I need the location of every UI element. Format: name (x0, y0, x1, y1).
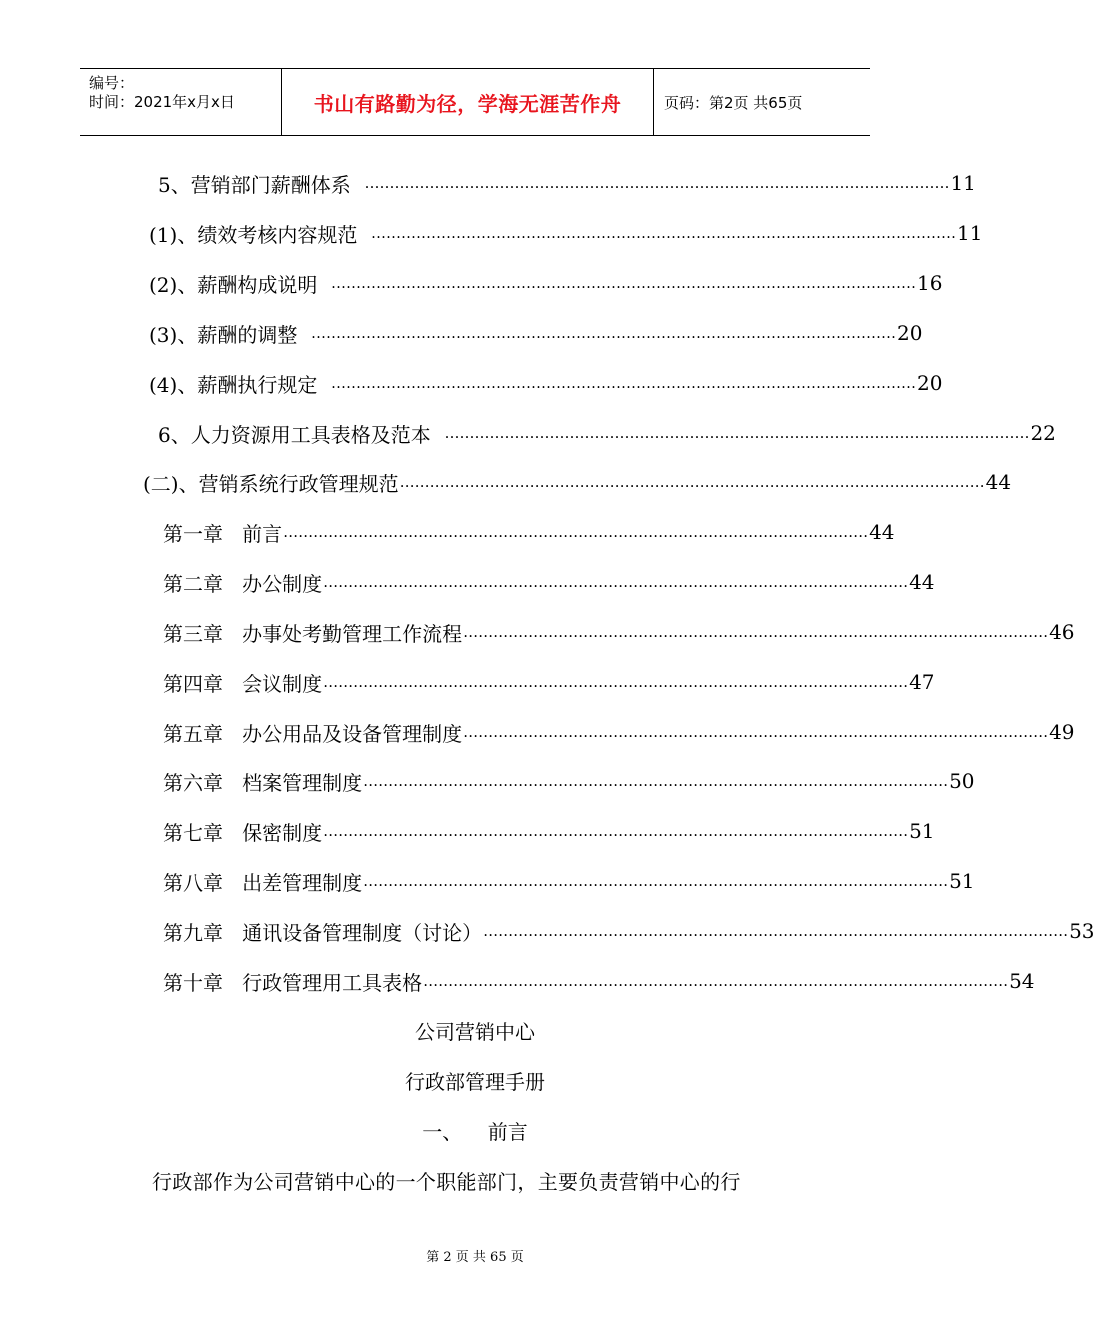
toc-leader-dots: ……………………………………………………………………………………………………… (444, 424, 1030, 442)
toc-entry[interactable] (163, 816, 935, 846)
toc-entry-page: 46 (1049, 620, 1075, 644)
toc-leader-dots: ……………………………………………………………………………………………………… (331, 274, 917, 292)
section-heading: 一、 前言 (422, 1120, 528, 1144)
toc-entry[interactable] (149, 268, 943, 298)
toc-entry[interactable] (163, 966, 1035, 996)
toc-entry-label: 第四章 会议制度 (163, 671, 323, 696)
toc-entry-label: (2)、薪酬构成说明 (149, 272, 331, 297)
toc-leader-dots: ……………………………………………………………………………………………………… (399, 473, 985, 491)
toc-leader-dots: ……………………………………………………………………………………………………… (323, 573, 909, 591)
toc-leader-dots: ……………………………………………………………………………………………………… (311, 324, 897, 342)
toc-leader-dots: ……………………………………………………………………………………………………… (463, 623, 1049, 641)
toc-entry[interactable] (149, 318, 923, 348)
toc-leader-dots: ……………………………………………………………………………………………………… (483, 922, 1069, 940)
toc-entry-page: 54 (1009, 969, 1035, 993)
toc-entry-label: 第八章 出差管理制度 (163, 870, 363, 895)
toc-entry-label: (3)、薪酬的调整 (149, 322, 311, 347)
document-date: 时间：2021年x月x日 (89, 93, 235, 111)
toc-entry-label: (4)、薪酬执行规定 (149, 372, 331, 397)
toc-entry[interactable] (143, 467, 1012, 497)
toc-leader-dots: ……………………………………………………………………………………………………… (463, 723, 1049, 741)
page-footer: 第 2 页 共 65 页 (426, 1250, 524, 1265)
toc-entry[interactable] (163, 617, 1075, 647)
toc-entry-page: 51 (909, 819, 935, 843)
toc-entry[interactable] (163, 766, 975, 796)
toc-entry[interactable] (163, 916, 1095, 946)
toc-entry-label: 6、人力资源用工具表格及范本 (158, 422, 444, 447)
header-page-info: 页码：第2页 共65页 (664, 93, 803, 112)
toc-entry[interactable] (158, 168, 976, 198)
toc-entry-page: 20 (917, 371, 943, 395)
toc-entry-page: 11 (950, 171, 976, 195)
toc-entry-label: 第七章 保密制度 (163, 820, 323, 845)
document-number-label: 编号： (89, 74, 135, 92)
toc-entry-page: 11 (957, 221, 983, 245)
toc-entry-page: 22 (1030, 421, 1056, 445)
organization-title: 公司营销中心 (415, 1020, 535, 1044)
toc-entry-label: 第九章 通讯设备管理制度（讨论） (163, 920, 483, 945)
toc-leader-dots: ……………………………………………………………………………………………………… (283, 523, 869, 541)
toc-entry[interactable] (149, 218, 983, 248)
toc-leader-dots: ……………………………………………………………………………………………………… (423, 972, 1009, 990)
toc-leader-dots: ……………………………………………………………………………………………………… (363, 872, 949, 890)
toc-entry-page: 53 (1069, 919, 1095, 943)
toc-entry-label: (1)、绩效考核内容规范 (149, 222, 371, 247)
toc-entry-label: 第六章 档案管理制度 (163, 770, 363, 795)
toc-entry[interactable] (149, 368, 943, 398)
toc-leader-dots: ……………………………………………………………………………………………………… (323, 673, 909, 691)
toc-entry[interactable] (163, 866, 975, 896)
toc-entry[interactable] (163, 517, 895, 547)
toc-entry-page: 44 (869, 520, 895, 544)
toc-leader-dots: ……………………………………………………………………………………………………… (323, 822, 909, 840)
toc-entry-label: 第一章 前言 (163, 521, 283, 546)
toc-entry-label: 第十章 行政管理用工具表格 (163, 970, 423, 995)
toc-entry[interactable] (158, 418, 1056, 448)
body-paragraph: 行政部作为公司营销中心的一个职能部门，主要负责营销中心的行 (152, 1170, 741, 1194)
toc-entry-page: 47 (909, 670, 935, 694)
toc-entry-label: (二)、营销系统行政管理规范 (143, 471, 399, 496)
toc-leader-dots: ……………………………………………………………………………………………………… (331, 374, 917, 392)
page-header (80, 68, 870, 136)
manual-title: 行政部管理手册 (405, 1070, 545, 1094)
toc-entry-label: 第五章 办公用品及设备管理制度 (163, 721, 463, 746)
toc-leader-dots: ……………………………………………………………………………………………………… (371, 224, 957, 242)
toc-entry-page: 51 (949, 869, 975, 893)
toc-entry-label: 5、营销部门薪酬体系 (158, 172, 364, 197)
toc-entry-label: 第三章 办事处考勤管理工作流程 (163, 621, 463, 646)
header-meta-cell (80, 69, 282, 135)
toc-entry[interactable] (163, 667, 935, 697)
toc-entry-page: 50 (949, 769, 975, 793)
toc-leader-dots: ……………………………………………………………………………………………………… (363, 772, 949, 790)
toc-entry-page: 20 (897, 321, 923, 345)
header-motto: 书山有路勤为径，学海无涯苦作舟 (282, 69, 654, 135)
toc-entry-page: 44 (985, 470, 1012, 494)
toc-entry[interactable] (163, 717, 1075, 747)
toc-entry-label: 第二章 办公制度 (163, 571, 323, 596)
toc-entry-page: 49 (1049, 720, 1075, 744)
toc-entry-page: 44 (909, 570, 935, 594)
toc-entry-page: 16 (917, 271, 943, 295)
toc-leader-dots: ……………………………………………………………………………………………………… (364, 174, 950, 192)
toc-entry[interactable] (163, 567, 935, 597)
